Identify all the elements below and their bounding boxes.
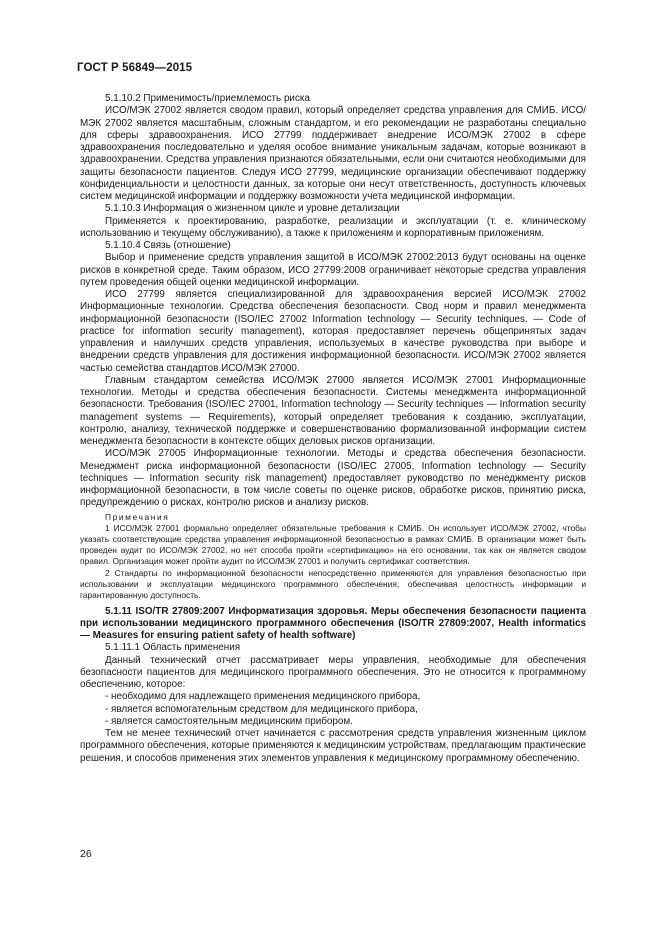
subsection-heading: 5.1.10.2 Применимость/приемлемость риска (105, 93, 310, 104)
note-item: 2 Стандарты по информационной безопасности непосредственно применяются для управления безопасностью при использовании и эксплуатации медицинского программного обеспечения, обеспечивая целостность информации и гарантированную доступность. (80, 567, 586, 600)
paragraph: Данный технический отчет рассматривает меры управления, необходимые для обеспечения безопасности пациентов для медицинского программного обеспечения. Это не относится к программному обеспечению, которое: (80, 654, 586, 690)
page-number: 26 (80, 848, 92, 860)
list-item: - является самостоятельным медицинским прибором. (105, 715, 353, 727)
subsection-heading: 5.1.11.1 Область применения (105, 642, 241, 654)
notes-heading: Примечания (105, 511, 170, 522)
paragraph: Применяется к проектированию, разработке, реализации и эксплуатации (т. е. клиническому использованию и текущему обслуживанию), а также к приложениям и корпоративным приложениям. (80, 215, 586, 239)
list-item: - необходимо для надлежащего применения медицинского прибора, (105, 691, 421, 703)
paragraph: Тем не менее технический отчет начинается с рассмотрения средств управления жизненным циклом программного обеспечения, которые применяются к медицинским устройствам, предлагающим практические решения, и способов применения этих элементов управления к медицинскому программному обеспечению. (80, 728, 586, 764)
paragraph: Главным стандартом семейства ИСО/МЭК 27000 является ИСО/МЭК 27001 Информационные технологии. Методы и средства обеспечения безопасности. Системы менеджмента информационной безопасности. Требования (ISO/IEC 27001, Information technology — Security techniques — Information security management systems — Requirements), который определяет требования к созданию, эксплуатации, контролю, анализу, технической поддержке и совершенствованию формализованной информации систем менеджмента безопасности в контексте общих деловых рисков организации. (80, 374, 586, 447)
paragraph: Выбор и применение средств управления защитой в ИСО/МЭК 27002:2013 будут основаны на оценке рисков в конкретной среде. Таким образом, ИСО 27799:2008 ограничивает некоторые средства управления путем проведения общей оценки медицинской информации. (80, 252, 586, 288)
section-heading: 5.1.11 ISO/TR 27809:2007 Информатизация здоровья. Меры обеспечения безопасности пациента при использовании медицинского программного обеспечения (ISO/TR 27809:2007, Health informatics — Measures for ensuring patient safety of health software) (80, 605, 586, 641)
list-item: - является вспомогательным средством для медицинского прибора, (105, 703, 418, 715)
paragraph: ИСО 27799 является специализированной для здравоохранения версией ИСО/МЭК 27002 Информационные технологии. Средства обеспечения безопасности. Свод норм и правил менеджмента информационной безопасности (ISO/IEC 27002 Information technology — Security techniques. — Code of practice for information security management), которая предоставляет перечень общепринятых задач управления и наилучших средств управления, используемых в качестве руководства при выборе и внедрении средств управления для достижения информационной безопасности. ИСО/МЭК 27002 является частью семейства стандартов ИСО/МЭК 27000. (80, 289, 586, 374)
note-item: 1 ИСО/МЭК 27001 формально определяет обязательные требования к СМИБ. Он использует ИСО/МЭК 27002, чтобы указать соответствующие средства управления информационной безопасностью в рамках СМИБ. В организации может быть проведен аудит по ИСО/МЭК 27002, но нет способа пройти «сертификацию» на его основании, так как он является сводом правил. Организация может пройти аудит по ИСО/МЭК 27001 и получить сертификат соответствия. (80, 522, 586, 566)
subsection-heading: 5.1.10.4 Связь (отношение) (105, 240, 231, 251)
subsection-heading: 5.1.10.3 Информация о жизненном цикле и уровне детализации (105, 203, 400, 215)
paragraph: ИСО/МЭК 27005 Информационные технологии. Методы и средства обеспечения безопасности. Менеджмент риска информационной безопасности (ISO/IEC 27005, Information technology — Security techniques — Information security risk management) предоставляет руководство по менеджменту рисков информационной безопасности, в том числе советы по оценке рисков, обработке рисков, принятию риска, предупреждению о рисках, контролю рисков и анализу рисков. (80, 448, 586, 509)
paragraph: ИСО/МЭК 27002 является сводом правил, который определяет средства управления для СМИБ. ИСО/МЭК 27002 является масштабным, сложным стандартом, и его рекомендации не разработаны специально для сферы здравоохранения. ИСО 27799 поддерживает внедрение ИСО/МЭК 27002 в сфере здравоохранения последовательно и уделяя особое внимание уникальным задачам, которые возникают в здравоохранении. Средства управления признаются обязательными, если они считаются необходимыми для защиты безопасности пациентов. Следуя ИСО 27799, медицинские организации обеспечивают поддержку конфиденциальности и целостности данных, за которые они несут ответственность, доступность ключевых систем медицинской информации и поддержку возможности учета медицинской информации. (80, 105, 586, 202)
document-header: ГОСТ Р 56849—2015 (77, 62, 193, 74)
main-text (80, 93, 586, 765)
